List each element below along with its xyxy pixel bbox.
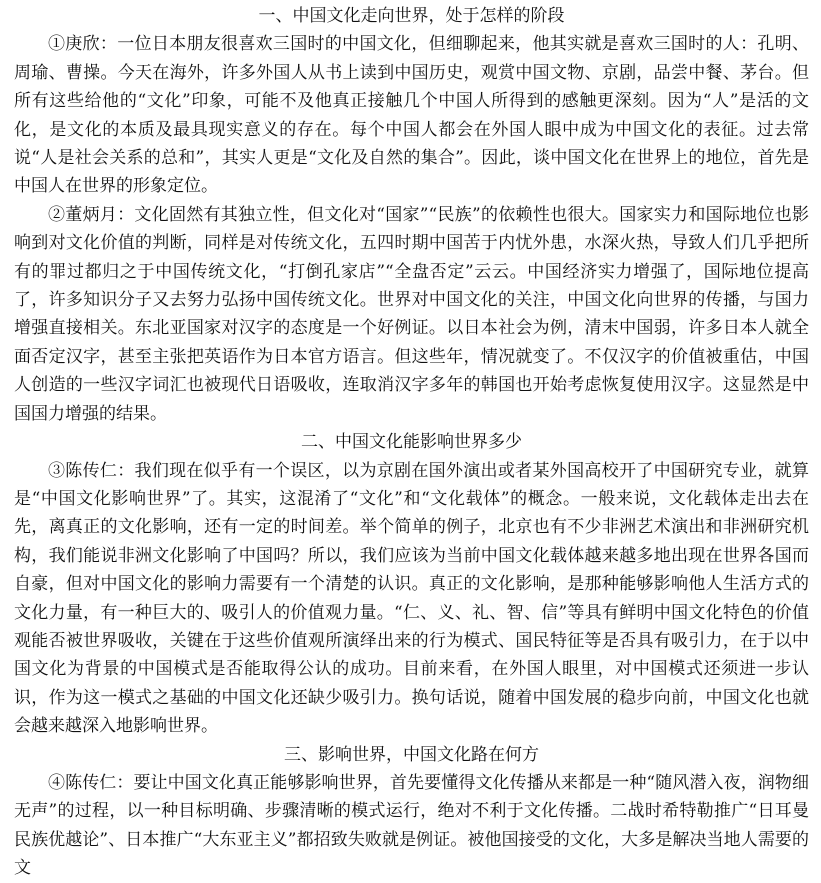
paragraph-1-geng-xin: ①庚欣：一位日本朋友很喜欢三国时的中国文化，但细聊起来，他其实就是喜欢三国时的人：孔明、周瑜、曹操。今天在海外，许多外国人从书上读到中国历史，观赏中国文物、京剧，品尝中餐、茅台。但所有这些给他的“文化”印象，可能不及他真正接触几个中国人所得到的感触更深刻。因为“人”是活的文化，是文化的本质及最具现实意义的存在。每个中国人都会在外国人眼中成为中国文化的表征。过去常说“人是社会关系的总和”，其实人更是“文化及自然的集合”。因此，谈中国文化在世界上的地位，首先是中国人在世界的形象定位。 [14, 34, 809, 197]
section-3-heading: 三、影响世界，中国文化路在何方 [284, 744, 539, 765]
section-1-heading: 一、中国文化走向世界，处于怎样的阶段 [258, 6, 565, 26]
section-2-heading: 二、中国文化能影响世界多少 [301, 432, 522, 453]
paragraph-2-dong-bingyue: ②董炳月：文化固然有其独立性，但文化对“国家”“民族”的依赖性也很大。国家实力和国际地位也影响到对文化价值的判断，同样是对传统文化，五四时期中国苦于内忧外患，水深火热，导致人们几乎把所有的罪过都归之于中国传统文化，“打倒孔家店”“全盘否定”云云。中国经济实力增强了，国际地位提高了，许多知识分子又去努力弘扬中国传统文化。世界对中国文化的关注，中国文化向世界的传播，与国力增强直接相关。东北亚国家对汉字的态度是一个好例证。以日本社会为例，清末中国弱，许多日本人就全面否定汉字，甚至主张把英语作为日本官方语言。但这些年，情况就变了。不仅汉字的价值被重估，中国人创造的一些汉字词汇也被现代日语吸收，连取消汉字多年的韩国也开始考虑恢复使用汉字。这显然是中国国力增强的结果。 [14, 204, 809, 424]
paragraph-4-chen-chuanren: ④陈传仁：要让中国文化真正能够影响世界，首先要懂得文化传播从来都是一种“随风潜入夜，润物细无声”的过程，以一种目标明确、步骤清晰的模式运行，绝对不利于文化传播。二战时希特勒推广“日耳曼民族优越论”、日本推广“大东亚主义”都招致失败就是例证。被他国接受的文化，大多是解决当地人需要的文 [14, 772, 809, 879]
paragraph-3-chen-chuanren: ③陈传仁：我们现在似乎有一个误区，以为京剧在国外演出或者某外国高校开了中国研究专业，就算是“中国文化影响世界”了。其实，这混淆了“文化”和“文化载体”的概念。一般来说，文化载体走出去在先，离真正的文化影响，还有一定的时间差。举个简单的例子，北京也有不少非洲艺术演出和非洲研究机构，我们能说非洲文化影响了中国吗？所以，我们应该为当前中国文化载体越来越多地出现在世界各国而自豪，但对中国文化的影响力需要有一个清楚的认识。真正的文化影响，是那种能够影响他人生活方式的文化力量，有一种巨大的、吸引人的价值观力量。“仁、义、礼、智、信”等具有鲜明中国文化特色的价值观能否被世界吸收，关键在于这些价值观所演绎出来的行为模式、国民特征等是否具有吸引力，在于以中国文化为背景的中国模式是否能取得公认的成功。目前来看，在外国人眼里，对中国模式还须进一步认识，作为这一模式之基础的中国文化还缺少吸引力。换句话说，随着中国发展的稳步向前，中国文化也就会越来越深入地影响世界。 [14, 460, 809, 737]
